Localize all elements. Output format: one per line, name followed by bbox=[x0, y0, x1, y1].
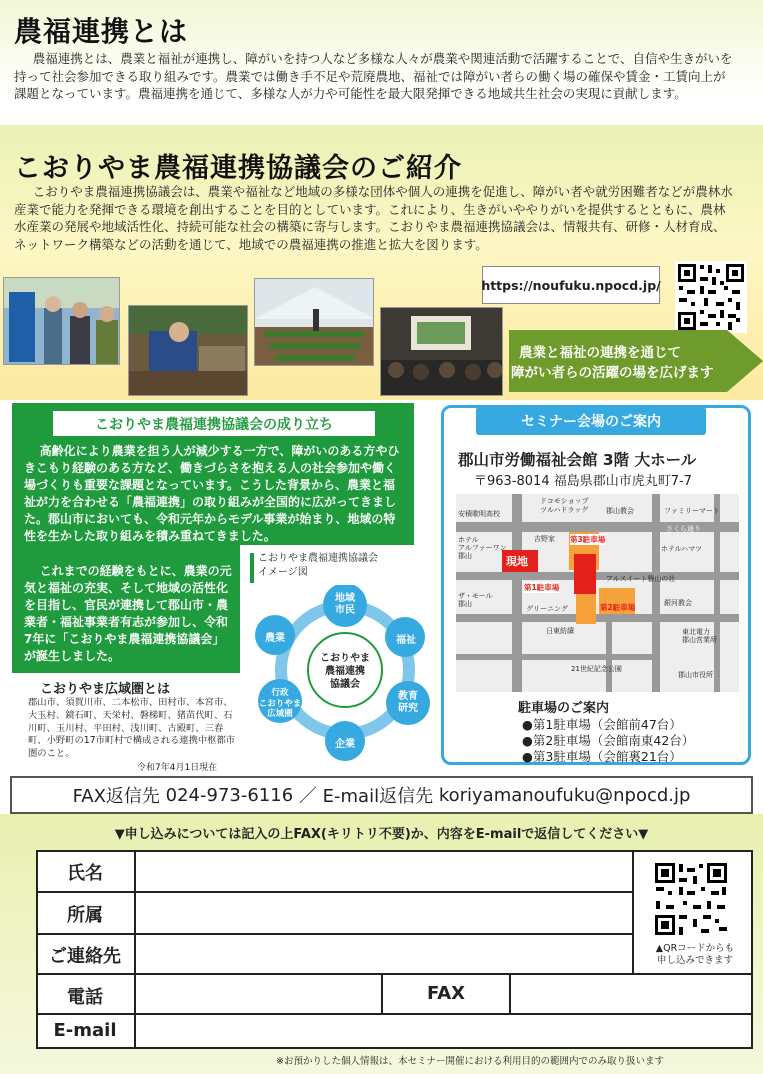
map-label-hotel-alpha-line-2: アルファーワン bbox=[458, 544, 507, 552]
diagram-node-education-line-2: 研究 bbox=[398, 703, 418, 714]
form-label-phone: 電話 bbox=[67, 987, 103, 1008]
map-label-tohoku bbox=[682, 628, 717, 644]
contact-field[interactable] bbox=[136, 935, 632, 973]
photo-event-booth bbox=[3, 277, 120, 365]
photo-greenhouse bbox=[254, 278, 374, 366]
application-qr-code[interactable] bbox=[652, 860, 730, 938]
diagram-center-line-2: 農福連携 bbox=[325, 666, 365, 677]
map-label-school: 安積歌明高校 bbox=[458, 510, 500, 518]
qr-note bbox=[640, 943, 750, 967]
venue-address: 〒963-8014 福島県郡山市虎丸町7-7 bbox=[474, 474, 692, 489]
section-about-title: 農福連携とは bbox=[14, 15, 189, 48]
affiliation-field[interactable] bbox=[136, 893, 632, 933]
banner-text bbox=[511, 343, 747, 383]
diagram-title bbox=[258, 552, 378, 580]
map-label-sakura: さくら通り bbox=[666, 525, 701, 533]
form-label-email: E-mail bbox=[53, 1020, 117, 1041]
map-label-tsuruha: ツルハドラッグ bbox=[540, 506, 589, 514]
section-council-body: こおりやま農福連携協議会は、農業や福祉など地域の多様な団体や個人の連携を促進し、障がい者や就労困難者などが農林水産業で能力を発揮できる環境を創出することを目的としています。これにより、生きがいややりがいを提供するとともに、農林水産業の発展や地域活性化、持続可能な社会の構築に寄与します。こおりやま農福連携協議会は、情報共有、研修・人材育成、ネットワーク構築などの活動を通じて、地域での農福連携の推進と拡大を図ります。 bbox=[14, 184, 733, 252]
fax-field[interactable] bbox=[511, 975, 751, 1013]
origin-title: こおりやま農福連携協議会の成り立ち bbox=[52, 410, 376, 437]
diagram-node-gyosei-line-2: こおりやま bbox=[258, 698, 302, 709]
map-label-hotel-alpha-line-3: 郡山 bbox=[458, 552, 472, 560]
form-notice: ▼申し込みについては記入の上FAX(キリトリ不要)か、内容をE-mailで返信してください▼ bbox=[114, 827, 649, 842]
qr-note-line-2: 申し込みできます bbox=[656, 955, 733, 966]
diagram-node-education bbox=[388, 691, 428, 715]
parking-title: 駐車場のご案内 bbox=[518, 701, 610, 716]
diagram-title-line-2: イメージ図 bbox=[258, 567, 308, 578]
banner-line-2: 障がい者らの活躍の場を広げます bbox=[511, 365, 714, 381]
map-label-ginko: 銀河教会 bbox=[664, 599, 692, 607]
map-label-hotel-hamatsu: ホテルハマツ bbox=[661, 545, 702, 553]
map-label-the-mall-line-1: ザ・モール bbox=[458, 592, 493, 600]
email-label: E-mail返信先 bbox=[322, 786, 434, 807]
banner-line-1: 農業と福祉の連携を通じて bbox=[519, 345, 681, 361]
seminar-tag: セミナー会場のご案内 bbox=[476, 407, 706, 435]
fax-number[interactable]: 024-973-6116 bbox=[165, 784, 294, 806]
map-label-hotel-alpha-line-1: ホテル bbox=[458, 536, 479, 544]
map-label-familymart: ファミリーマート bbox=[664, 507, 720, 515]
origin-paragraph-1: 高齢化により農業を担う人が減少する一方で、障がいのある方やひきこもり経験のある方など、働きづらさを抱える人の社会参加や働く場づくりも重要な課題となっています。こうした背景から、農業と福祉が力を合わせる「農福連携」の取り組みが全国的に広がってきました。郡山市においても、令和元年からモデル事業が始まり、地域の特性を生かした取り組みを積み重ねてきました。 bbox=[24, 444, 400, 543]
name-field[interactable] bbox=[136, 852, 632, 891]
diagram-node-gyosei bbox=[258, 688, 302, 720]
diagram-node-gyosei-line-3: 広域圏 bbox=[267, 709, 293, 719]
map-label-hotel-alpha bbox=[458, 536, 507, 560]
map-label-parking-1: 第1駐車場 bbox=[524, 583, 560, 592]
section-about-body: 農福連携とは、農業と福祉が連携し、障がいを持つ人など多様な人々が農業や関連活動で活躍することで、自信や生きがいを持って社会参加できる取り組みです。農業では働き手不足や荒廃農地、福祉では障がい者らの働く場の確保や賃金・工賃向上が課題となっています。農福連携を通じて、多様な人が力や可能性を最大限発揮できる地域共生社会の実現に貢献します。 bbox=[14, 51, 733, 101]
email-field[interactable] bbox=[136, 1015, 751, 1048]
parking-item-2: ●第2駐車場（会館南東42台） bbox=[522, 733, 695, 748]
diagram-node-fukushi: 福祉 bbox=[396, 635, 416, 646]
photo-farm-work bbox=[128, 305, 248, 396]
diagram-center-line-3: 協議会 bbox=[330, 679, 360, 690]
diagram-node-nogyo: 農業 bbox=[265, 633, 285, 644]
phone-field[interactable] bbox=[136, 975, 381, 1013]
map-label-here: 現地 bbox=[506, 555, 528, 568]
diagram-title-line-1: こおりやま農福連携協議会 bbox=[258, 553, 378, 564]
diagram-node-chiiki-line-1: 地域 bbox=[335, 593, 355, 604]
image-diagram bbox=[240, 545, 440, 767]
map-label-church: 郡山教会 bbox=[606, 507, 634, 515]
map-label-greening: グリーニング bbox=[526, 605, 568, 613]
diagram-node-chiiki-line-2: 市民 bbox=[335, 605, 355, 616]
parking-item-1: ●第1駐車場（会館前47台） bbox=[522, 717, 682, 732]
venue-name: 郡山市労働福祉会館 3階 大ホール bbox=[458, 451, 697, 469]
map-label-alsweet: アルスイート磐山の社 bbox=[606, 575, 676, 583]
fax-label: FAX返信先 bbox=[72, 786, 160, 807]
venue-map bbox=[456, 494, 739, 692]
map-label-yoshinoya: 吉野家 bbox=[534, 535, 555, 543]
council-qr-code[interactable] bbox=[675, 261, 747, 333]
qr-note-line-1: ▲QRコードからも bbox=[655, 943, 735, 954]
map-label-parking-3: 第3駐車場 bbox=[570, 535, 606, 544]
map-label-tohoku-line-2: 郡山営業所 bbox=[682, 636, 717, 644]
diagram-title-bar bbox=[250, 553, 254, 583]
form-label-fax: FAX bbox=[426, 983, 466, 1004]
parking-item-3: ●第3駐車場（会館裏21台） bbox=[522, 749, 682, 764]
area-date: 令和7年4月1日現在 bbox=[137, 763, 218, 773]
map-label-tohoku-line-1: 東北電力 bbox=[682, 628, 710, 636]
map-label-the-mall-line-2: 郡山 bbox=[458, 600, 472, 608]
contact-bar bbox=[10, 776, 753, 814]
privacy-note: ※お預かりした個人情報は、本セミナー開催における利用目的の範囲内でのみ取り扱います bbox=[276, 1056, 664, 1067]
form-label-contact: ご連絡先 bbox=[49, 946, 121, 967]
diagram-node-kigyo: 企業 bbox=[335, 739, 355, 750]
map-label-cityhall: 郡山市役所 bbox=[678, 671, 713, 679]
photo-seminar-hall bbox=[380, 307, 503, 396]
form-label-affiliation: 所属 bbox=[67, 905, 103, 926]
map-label-docomo: ドコモショップ bbox=[540, 497, 589, 505]
map-label-the-mall bbox=[458, 592, 493, 608]
area-body: 郡山市、須賀川市、二本松市、田村市、本宮市、大玉村、鏡石町、天栄村、磐梯町、猪苗代町、石川町、玉川村、平田村、浅川町、古殿町、三春町、小野町の17市町村で構成される連携中枢都市圏のこと。 bbox=[28, 697, 236, 760]
diagram-center bbox=[310, 652, 380, 691]
form-label-name: 氏名 bbox=[67, 863, 103, 884]
map-label-nittobo: 日東紡績 bbox=[546, 627, 574, 635]
form-divider-v2 bbox=[632, 850, 634, 974]
diagram-node-chiiki bbox=[325, 593, 365, 617]
diagram-node-gyosei-line-1: 行政 bbox=[271, 688, 289, 698]
contact-separator: ／ bbox=[298, 786, 317, 807]
council-url-link[interactable]: https://noufuku.npocd.jp/ bbox=[482, 266, 660, 304]
origin-paragraph-2: これまでの経験をもとに、農業の元気と福祉の充実、そして地域の活性化を目指し、官民が連携して郡山市・農業者・福祉事業者有志が参加し、令和7年に「こおりやま農福連携協議会」が誕生しました。 bbox=[24, 564, 232, 663]
map-label-parking-2: 第2駐車場 bbox=[600, 603, 636, 612]
diagram-center-line-1: こおりやま bbox=[320, 653, 370, 664]
map-label-park: 21世紀記念公園 bbox=[571, 665, 622, 673]
email-address[interactable]: koriyamanoufuku@npocd.jp bbox=[438, 784, 691, 806]
diagram-node-education-line-1: 教育 bbox=[398, 691, 418, 702]
section-council-title: こおりやま農福連携協議会のご紹介 bbox=[14, 153, 462, 184]
area-title: こおりやま広域圏とは bbox=[40, 682, 171, 697]
